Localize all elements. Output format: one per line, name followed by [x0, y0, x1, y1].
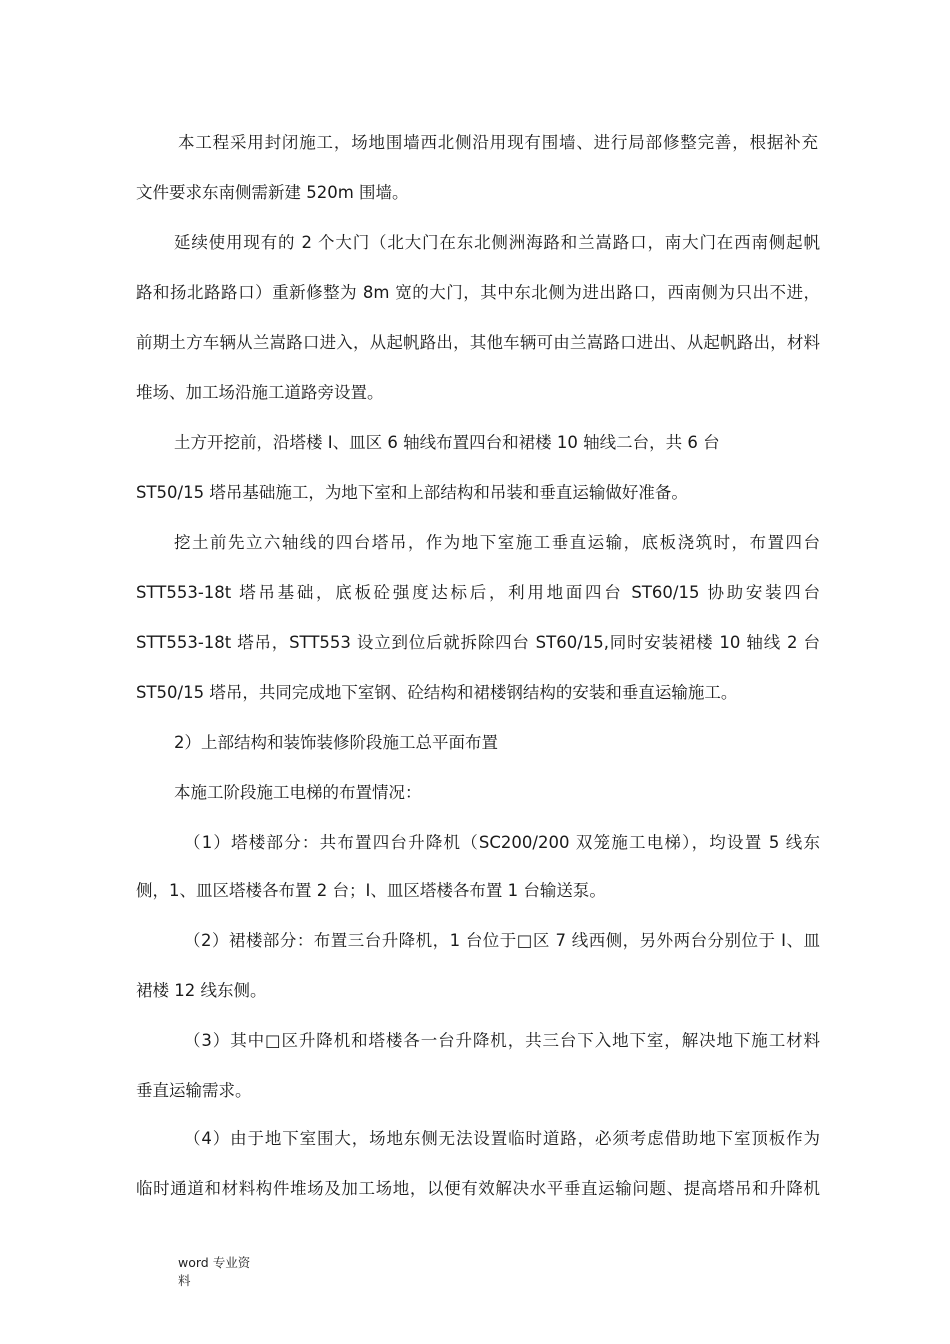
footer-text: word 专业资 [178, 1255, 251, 1270]
footer-text: 料 [178, 1273, 191, 1288]
paragraph-line: 土方开挖前，沿塔楼 I、皿区 6 轴线布置四台和裙楼 10 轴线二台，共 6 台 [174, 433, 720, 452]
paragraph-line: 本工程采用封闭施工，场地围墙西北侧沿用现有围墙、进行局部修整完善，根据补充 [178, 133, 818, 152]
paragraph-line: ST50/15 塔吊基础施工，为地下室和上部结构和吊装和垂直运输做好准备。 [136, 483, 688, 502]
list-item-line: 侧，1、皿区塔楼各布置 2 台；I、皿区塔楼各布置 1 台输送泵。 [136, 881, 606, 900]
list-item-line: 临时通道和材料构件堆场及加工场地，以便有效解决水平垂直运输问题、提高塔吊和升降机 [136, 1179, 820, 1198]
list-item-line: （1）塔楼部分：共布置四台升降机（SC200/200 双笼施工电梯），均设置 5 线东 [184, 833, 820, 852]
paragraph-line: 挖土前先立六轴线的四台塔吊，作为地下室施工垂直运输，底板浇筑时，布置四台 [174, 533, 820, 552]
paragraph-line: ST50/15 塔吊，共同完成地下室钢、砼结构和裙楼钢结构的安装和垂直运输施工。 [136, 683, 738, 702]
section-heading: 2）上部结构和装饰装修阶段施工总平面布置 [174, 733, 498, 752]
list-item-line: 垂直运输需求。 [136, 1081, 252, 1100]
paragraph-line: 前期土方车辆从兰嵩路口进入，从起帆路出，其他车辆可由兰嵩路口进出、从起帆路出，材料 [136, 333, 820, 352]
paragraph-line: 延续使用现有的 2 个大门（北大门在东北侧洲海路和兰嵩路口，南大门在西南侧起帆 [174, 233, 820, 252]
paragraph-line: STT553-18t 塔吊基础，底板砼强度达标后，利用地面四台 ST60/15 协助安装四台 [136, 583, 820, 602]
paragraph-line: STT553-18t 塔吊，STT553 设立到位后就拆除四台 ST60/15,同时安装裙楼 10 轴线 2 台 [136, 633, 820, 652]
list-item-line: （2）裙楼部分：布置三台升降机，1 台位于□区 7 线西侧，另外两台分别位于 I、皿 [184, 931, 820, 950]
paragraph-line: 文件要求东南侧需新建 520m 围墙。 [136, 183, 409, 202]
list-item-line: （4）由于地下室围大，场地东侧无法设置临时道路，必须考虑借助地下室顶板作为 [184, 1129, 820, 1148]
list-item-line: （3）其中□区升降机和塔楼各一台升降机，共三台下入地下室，解决地下施工材料 [184, 1031, 820, 1050]
list-item-line: 裙楼 12 线东侧。 [136, 981, 267, 1000]
paragraph-line: 堆场、加工场沿施工道路旁设置。 [136, 383, 384, 402]
paragraph-line: 路和扬北路路口）重新修整为 8m 宽的大门，其中东北侧为进出路口，西南侧为只出不进， [136, 283, 820, 302]
paragraph-line: 本施工阶段施工电梯的布置情况： [174, 783, 422, 802]
